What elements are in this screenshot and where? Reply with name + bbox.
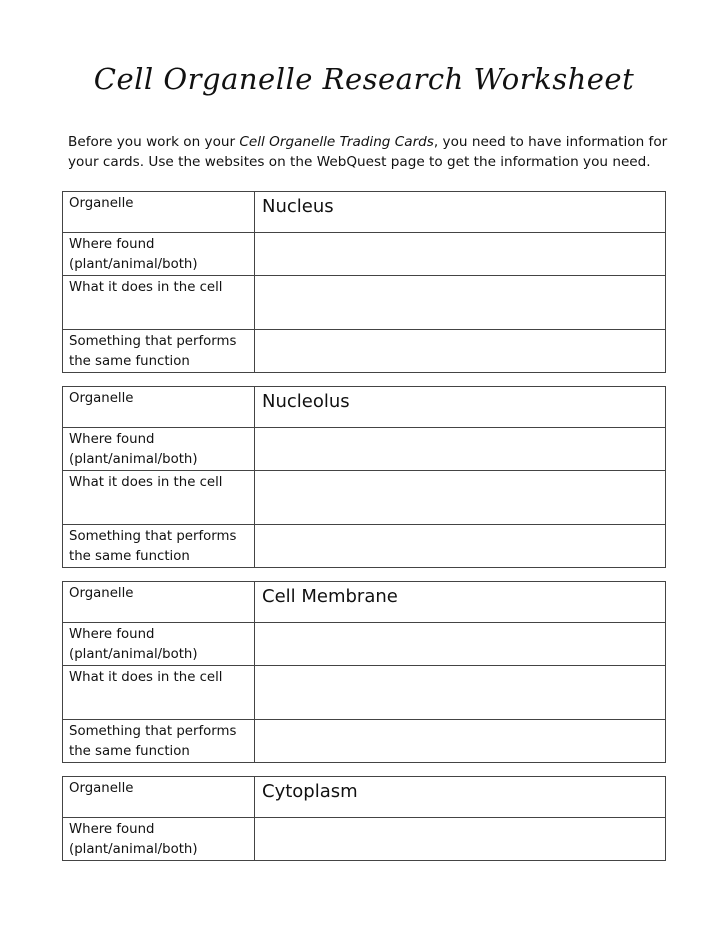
where-found-answer[interactable] [255,818,666,861]
where-found-answer[interactable] [255,623,666,666]
same-function-label: Something that performs the same function [63,330,255,373]
organelle-table-nucleus [62,191,666,373]
organelle-table-nucleolus [62,386,666,568]
what-it-does-answer[interactable] [255,471,666,525]
organelle-name: Cytoplasm [262,781,358,802]
organelle-table-cell-membrane [62,581,666,763]
same-function-answer[interactable] [255,330,666,373]
where-found-answer[interactable] [255,233,666,276]
what-it-does-label: What it does in the cell [63,666,255,720]
where-found-label: Where found (plant/animal/both) [63,623,255,666]
organelle-name-cell [255,192,666,233]
what-it-does-answer[interactable] [255,276,666,330]
organelle-name: Nucleolus [262,391,350,412]
intro-paragraph [68,132,668,172]
where-found-answer[interactable] [255,428,666,471]
organelle-name: Nucleus [262,196,334,217]
where-found-label: Where found (plant/animal/both) [63,233,255,276]
same-function-answer[interactable] [255,720,666,763]
organelle-table-cytoplasm [62,776,666,861]
organelle-name-cell [255,387,666,428]
intro-text-before: Before you work on your [68,134,240,150]
where-found-label: Where found (plant/animal/both) [63,428,255,471]
organelle-name-cell [255,582,666,623]
what-it-does-label: What it does in the cell [63,471,255,525]
organelle-label: Organelle [63,192,255,233]
organelle-label: Organelle [63,777,255,818]
worksheet-title: Cell Organelle Research Worksheet [93,62,635,96]
same-function-label: Something that performs the same function [63,525,255,568]
same-function-label: Something that performs the same function [63,720,255,763]
what-it-does-label: What it does in the cell [63,276,255,330]
intro-text-italic: Cell Organelle Trading Cards [239,134,434,150]
organelle-label: Organelle [63,387,255,428]
intro-text-after: , you need to have information for your cards. Use the websites on the WebQuest page to get the information you need. [68,134,668,170]
organelle-name-cell [255,777,666,818]
where-found-label: Where found (plant/animal/both) [63,818,255,861]
organelle-label: Organelle [63,582,255,623]
organelle-name: Cell Membrane [262,586,398,607]
what-it-does-answer[interactable] [255,666,666,720]
same-function-answer[interactable] [255,525,666,568]
